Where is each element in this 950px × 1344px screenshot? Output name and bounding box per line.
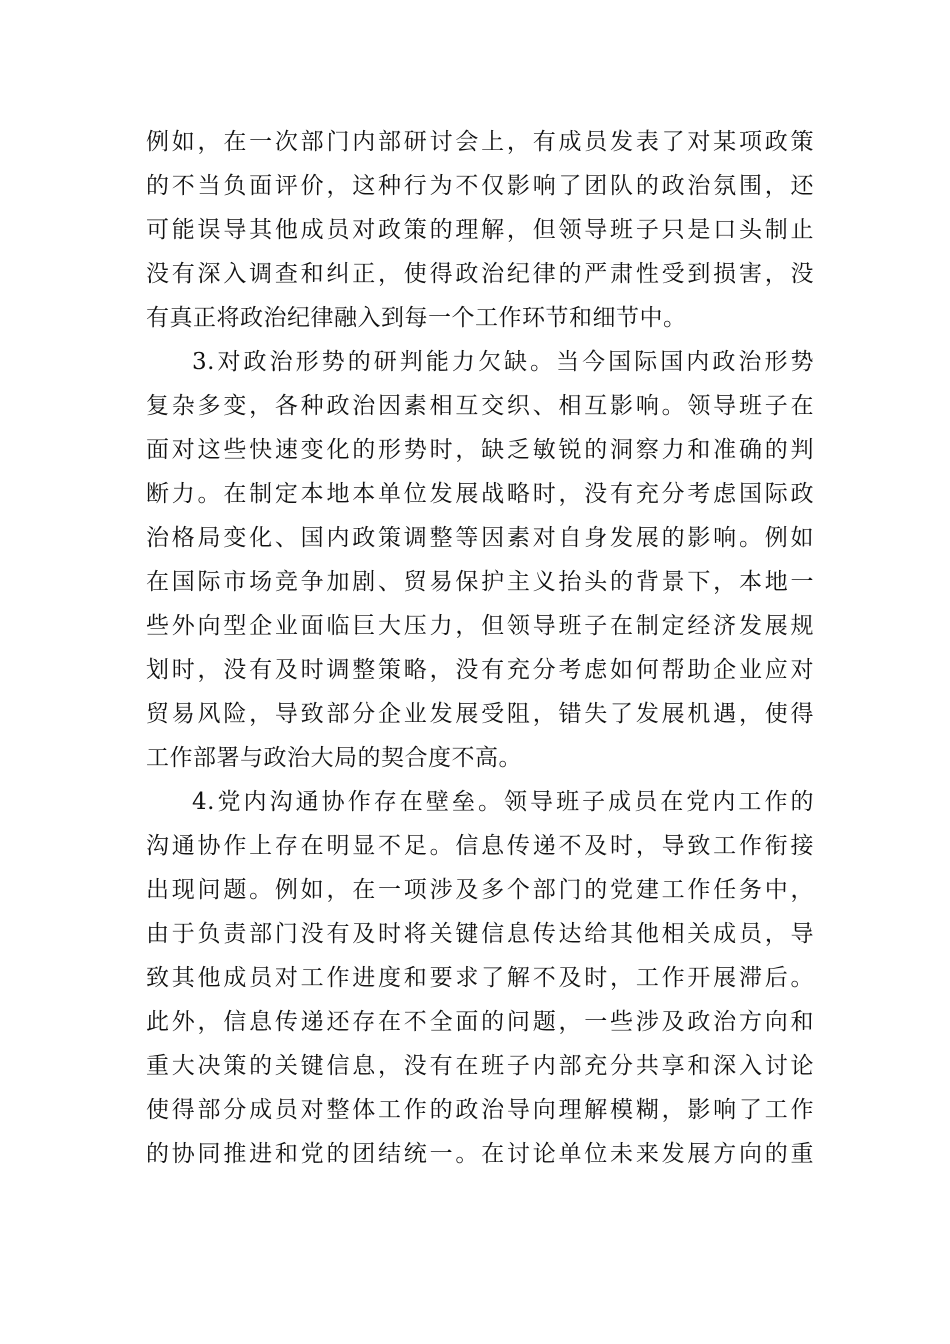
text-line: 面对这些快速变化的形势时，缺乏敏锐的洞察力和准确的判 bbox=[146, 437, 814, 463]
text-line: 3.对政治形势的研判能力欠缺。当今国际国内政治形势 bbox=[192, 349, 814, 375]
text-line: 例如，在一次部门内部研讨会上，有成员发表了对某项政策 bbox=[146, 129, 814, 155]
text-line: 在国际市场竞争加剧、贸易保护主义抬头的背景下，本地一 bbox=[146, 569, 814, 595]
text-line: 贸易风险，导致部分企业发展受阻，错失了发展机遇，使得 bbox=[146, 701, 814, 727]
text-line: 治格局变化、国内政策调整等因素对自身发展的影响。例如 bbox=[146, 525, 814, 551]
text-line: 由于负责部门没有及时将关键信息传达给其他相关成员，导 bbox=[146, 921, 814, 947]
text-line: 重大决策的关键信息，没有在班子内部充分共享和深入讨论 bbox=[146, 1053, 814, 1079]
text-line: 划时，没有及时调整策略，没有充分考虑如何帮助企业应对 bbox=[146, 657, 814, 683]
text-line: 此外，信息传递还存在不全面的问题，一些涉及政治方向和 bbox=[146, 1009, 814, 1035]
text-line: 的不当负面评价，这种行为不仅影响了团队的政治氛围，还 bbox=[146, 173, 814, 199]
text-line: 可能误导其他成员对政策的理解，但领导班子只是口头制止 bbox=[146, 217, 814, 243]
text-line: 致其他成员对工作进度和要求了解不及时，工作开展滞后。 bbox=[146, 965, 814, 991]
paragraph bbox=[146, 780, 814, 1176]
text-line: 工作部署与政治大局的契合度不高。 bbox=[146, 745, 522, 771]
document-body bbox=[146, 120, 814, 1176]
text-line: 出现问题。例如，在一项涉及多个部门的党建工作任务中， bbox=[146, 877, 814, 903]
text-line: 些外向型企业面临巨大压力，但领导班子在制定经济发展规 bbox=[146, 613, 814, 639]
text-line: 的协同推进和党的团结统一。在讨论单位未来发展方向的重 bbox=[146, 1141, 814, 1167]
text-line: 沟通协作上存在明显不足。信息传递不及时，导致工作衔接 bbox=[146, 833, 814, 859]
text-line: 没有深入调查和纠正，使得政治纪律的严肃性受到损害，没 bbox=[146, 261, 814, 287]
paragraph bbox=[146, 340, 814, 780]
text-line: 有真正将政治纪律融入到每一个工作环节和细节中。 bbox=[146, 305, 687, 331]
text-line: 复杂多变，各种政治因素相互交织、相互影响。领导班子在 bbox=[146, 393, 814, 419]
text-line: 断力。在制定本地本单位发展战略时，没有充分考虑国际政 bbox=[146, 481, 814, 507]
paragraph bbox=[146, 120, 814, 340]
text-line: 4.党内沟通协作存在壁垒。领导班子成员在党内工作的 bbox=[192, 789, 814, 815]
text-line: 使得部分成员对整体工作的政治导向理解模糊，影响了工作 bbox=[146, 1097, 814, 1123]
